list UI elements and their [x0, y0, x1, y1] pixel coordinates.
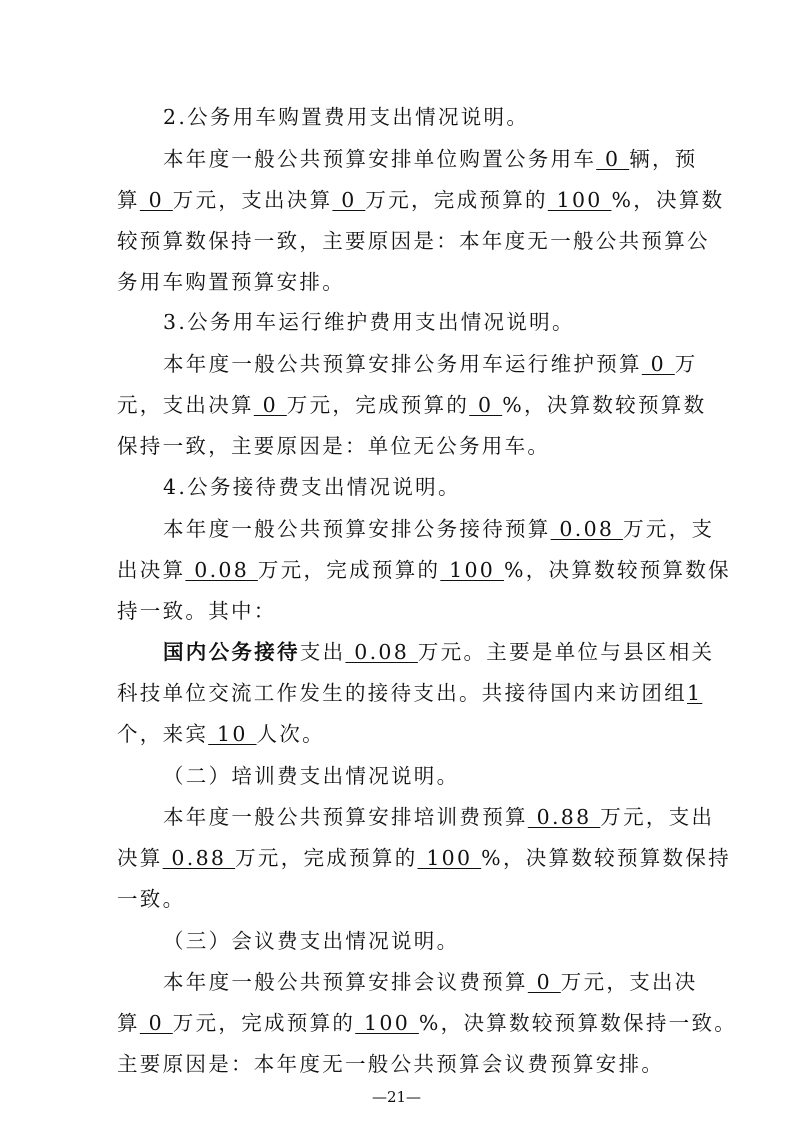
paragraph-line: 个，来宾 10 人次。 [117, 722, 325, 746]
value-budget: 0.88 [527, 805, 601, 829]
paragraph-line: 元，支出决算 0 万元，完成预算的 0 %，决算数较预算数 [117, 393, 707, 417]
paragraph-line: 主要原因是：本年度无一般公共预算会议费预算安排。 [117, 1052, 665, 1076]
heading-reception: 4.公务接待费支出情况说明。 [163, 475, 461, 499]
paragraph-line: 决算 0.88 万元，完成预算的 100 %，决算数较预算数保持 [117, 846, 731, 870]
paragraph-line: 国内公务接待支出 0.08 万元。主要是单位与县区相关 [163, 640, 715, 664]
heading-car-purchase: 2.公务用车购置费用支出情况说明。 [163, 105, 530, 129]
heading-meeting: （三）会议费支出情况说明。 [163, 929, 460, 953]
value-groups: 1 [687, 681, 703, 705]
heading-training: （二）培训费支出情况说明。 [163, 764, 460, 788]
value-rate: 0 [469, 393, 503, 417]
value-budget: 0 [527, 970, 561, 994]
heading-car-maintenance: 3.公务用车运行维护费用支出情况说明。 [163, 310, 575, 334]
paragraph-line: 科技单位交流工作发生的接待支出。共接待国内来访团组1 [117, 681, 703, 705]
paragraph-line: 保持一致，主要原因是：单位无公务用车。 [117, 434, 551, 458]
value-final: 0 [139, 1011, 173, 1035]
page-number: —21— [371, 1088, 422, 1106]
paragraph-line: 出决算 0.08 万元，完成预算的 100 %，决算数较预算数保 [117, 558, 731, 582]
value-amount: 0.08 [345, 640, 418, 664]
paragraph-line: 本年度一般公共预算安排公务用车运行维护预算 0 万 [163, 352, 698, 376]
value-budget: 0.08 [550, 517, 624, 541]
paragraph-line: 持一致。其中： [117, 599, 277, 623]
value-final: 0.88 [162, 846, 236, 870]
value-rate: 100 [417, 846, 482, 870]
value-final: 0 [332, 188, 366, 212]
value-rate: 100 [547, 188, 612, 212]
value-final: 0.08 [185, 558, 258, 582]
value-budget: 0 [139, 188, 173, 212]
value-rate: 100 [440, 558, 504, 582]
paragraph-line: 算 0 万元，支出决算 0 万元，完成预算的 100 %，决算数 [117, 188, 725, 212]
paragraph-line: 一致。 [117, 887, 186, 911]
value-rate: 100 [355, 1011, 419, 1035]
value-final: 0 [253, 393, 287, 417]
paragraph-line: 本年度一般公共预算安排会议费预算 0 万元，支出决 [163, 970, 698, 994]
value-budget: 0 [641, 352, 675, 376]
value-cars: 0 [596, 147, 630, 171]
bold-term: 国内公务接待 [163, 640, 300, 664]
paragraph-line: 本年度一般公共预算安排单位购置公务用车 0 辆，预 [163, 147, 698, 171]
paragraph-line: 本年度一般公共预算安排公务接待预算 0.08 万元，支 [163, 517, 715, 541]
paragraph-line: 务用车购置预算安排。 [117, 270, 345, 294]
paragraph-line: 较预算数保持一致，主要原因是：本年度无一般公共预算公 [117, 229, 710, 253]
paragraph-line: 本年度一般公共预算安排培训费预算 0.88 万元，支出 [163, 805, 715, 829]
paragraph-line: 算 0 万元，完成预算的 100 %，决算数较预算数保持一致。 [117, 1011, 738, 1035]
value-guests: 10 [208, 722, 257, 746]
